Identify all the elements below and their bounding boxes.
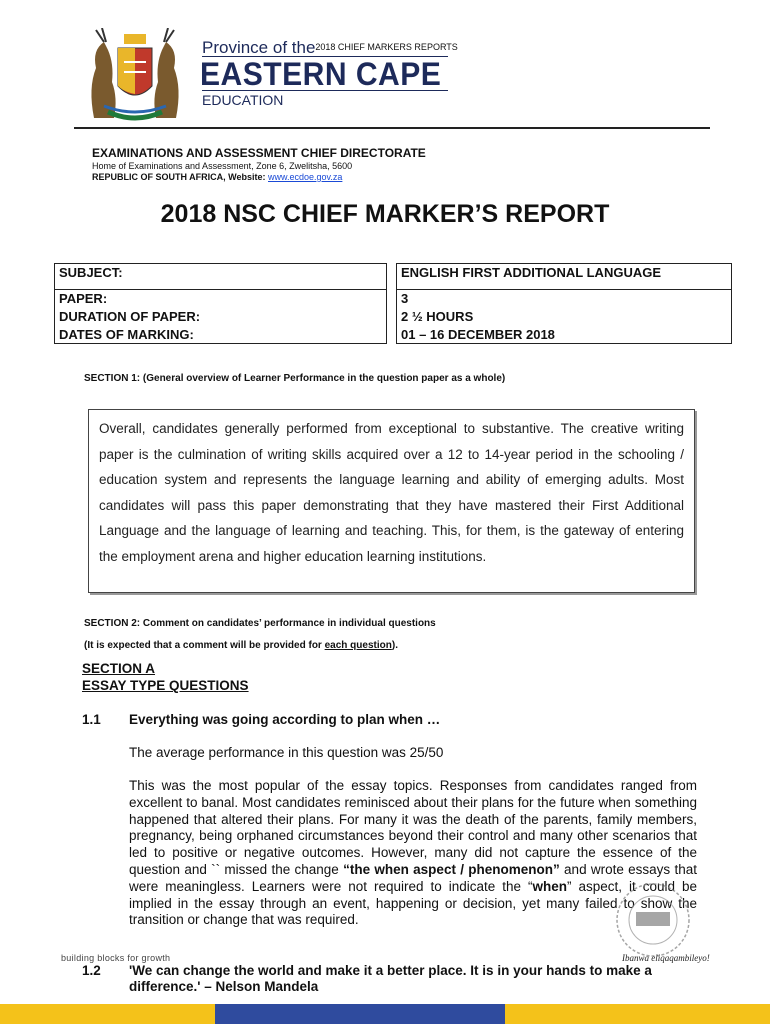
website-link[interactable]: www.ecdoe.gov.za	[268, 172, 343, 182]
website-prefix: REPUBLIC OF SOUTH AFRICA, Website:	[92, 172, 269, 182]
paper-label: PAPER:	[55, 290, 387, 308]
table-gap	[387, 290, 397, 308]
note-prefix: (It is expected that a comment will be provided for	[84, 640, 325, 651]
section-a-title: SECTION A	[82, 661, 156, 676]
table-gap	[387, 264, 397, 290]
table-row	[55, 308, 732, 326]
average-performance: The average performance in this question was 25/50	[129, 745, 444, 760]
question-number: 1.2	[82, 963, 101, 978]
duration-value: 2 ½ HOURS	[397, 308, 732, 326]
footer-slogan: building blocks for growth	[61, 953, 171, 963]
table-row	[55, 290, 732, 308]
question-title: Everything was going according to plan when …	[129, 712, 441, 727]
footer-bar-segment	[0, 1004, 215, 1024]
paper-info-table	[54, 263, 732, 344]
footer-bar-segment	[505, 1004, 770, 1024]
province-heading	[202, 38, 458, 58]
report-tag: 2018 CHIEF MARKERS REPORTS	[315, 41, 458, 52]
directorate-title: EXAMINATIONS AND ASSESSMENT CHIEF DIRECTORATE	[92, 146, 426, 160]
commentary-emphasis: when	[532, 878, 568, 894]
section2-note	[84, 640, 398, 651]
section2-heading: SECTION 2: Comment on candidates’ performance in individual questions	[84, 618, 436, 629]
report-title: 2018 NSC CHIEF MARKER’S REPORT	[160, 200, 610, 228]
footer-bar-segment	[215, 1004, 505, 1024]
paper-value: 3	[397, 290, 732, 308]
table-row	[55, 264, 732, 290]
dates-value: 01 – 16 DECEMBER 2018	[397, 326, 732, 344]
footer-motto: Ibanwa eliqaqambileyo!	[622, 953, 710, 963]
note-underlined: each question	[324, 640, 392, 651]
department-stamp-icon	[612, 880, 694, 960]
question-number: 1.1	[82, 712, 101, 727]
overview-box: Overall, candidates generally performed from exceptional to substantive. The creative writing paper is the culmination of writing skills acquired over a 12 to 14-year period in the schooling / education system and represents the language learning and ability of emerging adults. Most candidates will pass this paper demonstrating that they have mastered their First Additional Language and the language of learning and teaching. This, for them, is the gateway of entering the employment arena and higher education learning institutions.	[88, 409, 695, 593]
header-rule	[74, 127, 710, 129]
section1-heading: SECTION 1: (General overview of Learner Performance in the question paper as a whole)	[84, 373, 506, 384]
subject-value: ENGLISH FIRST ADDITIONAL LANGUAGE	[397, 264, 732, 290]
question-title: 'We can change the world and make it a better place. It is in your hands to make a difference.' – Nelson Mandela	[129, 963, 652, 994]
header-divider	[202, 90, 448, 91]
commentary-text: and wrote essays that were meaningless. Learners were not required to indicate the “	[129, 861, 697, 894]
table-row	[55, 326, 732, 344]
commentary-emphasis: “the when aspect / phenomenon”	[343, 861, 560, 877]
subject-label: SUBJECT:	[55, 264, 387, 290]
directorate-address: Home of Examinations and Assessment, Zone 6, Zwelitsha, 5600	[92, 161, 353, 171]
province-prefix: Province of the	[202, 38, 316, 57]
eastern-cape-coat-of-arms-logo	[74, 28, 196, 126]
department-name: EDUCATION	[202, 92, 284, 108]
commentary-text: This was the most popular of the essay topics. Responses from candidates ranged from excellent to banal. Most candidates reminisced about their plans for the future when something happened that altered their plans. For many it was the death of the parents, family members, pregnancy, being orphaned circumstances beyond their control and many other scenarios that led to positive or negative outcomes. However, many did not capture the essence of the question and `` missed the change	[129, 778, 697, 877]
directorate-website-line	[92, 172, 342, 182]
table-gap	[387, 326, 397, 344]
footer-color-bar	[0, 1004, 770, 1024]
table-gap	[387, 308, 397, 326]
duration-label: DURATION OF PAPER:	[55, 308, 387, 326]
dates-label: DATES OF MARKING:	[55, 326, 387, 344]
section-a-subtitle: ESSAY TYPE QUESTIONS	[82, 678, 249, 693]
province-name: EASTERN CAPE	[200, 56, 442, 92]
note-suffix: ).	[391, 640, 398, 651]
commentary-text: ” aspect, it could be implied in the essay through an event, happening or decision, yet many failed to show the transition or change that was required.	[129, 878, 697, 928]
